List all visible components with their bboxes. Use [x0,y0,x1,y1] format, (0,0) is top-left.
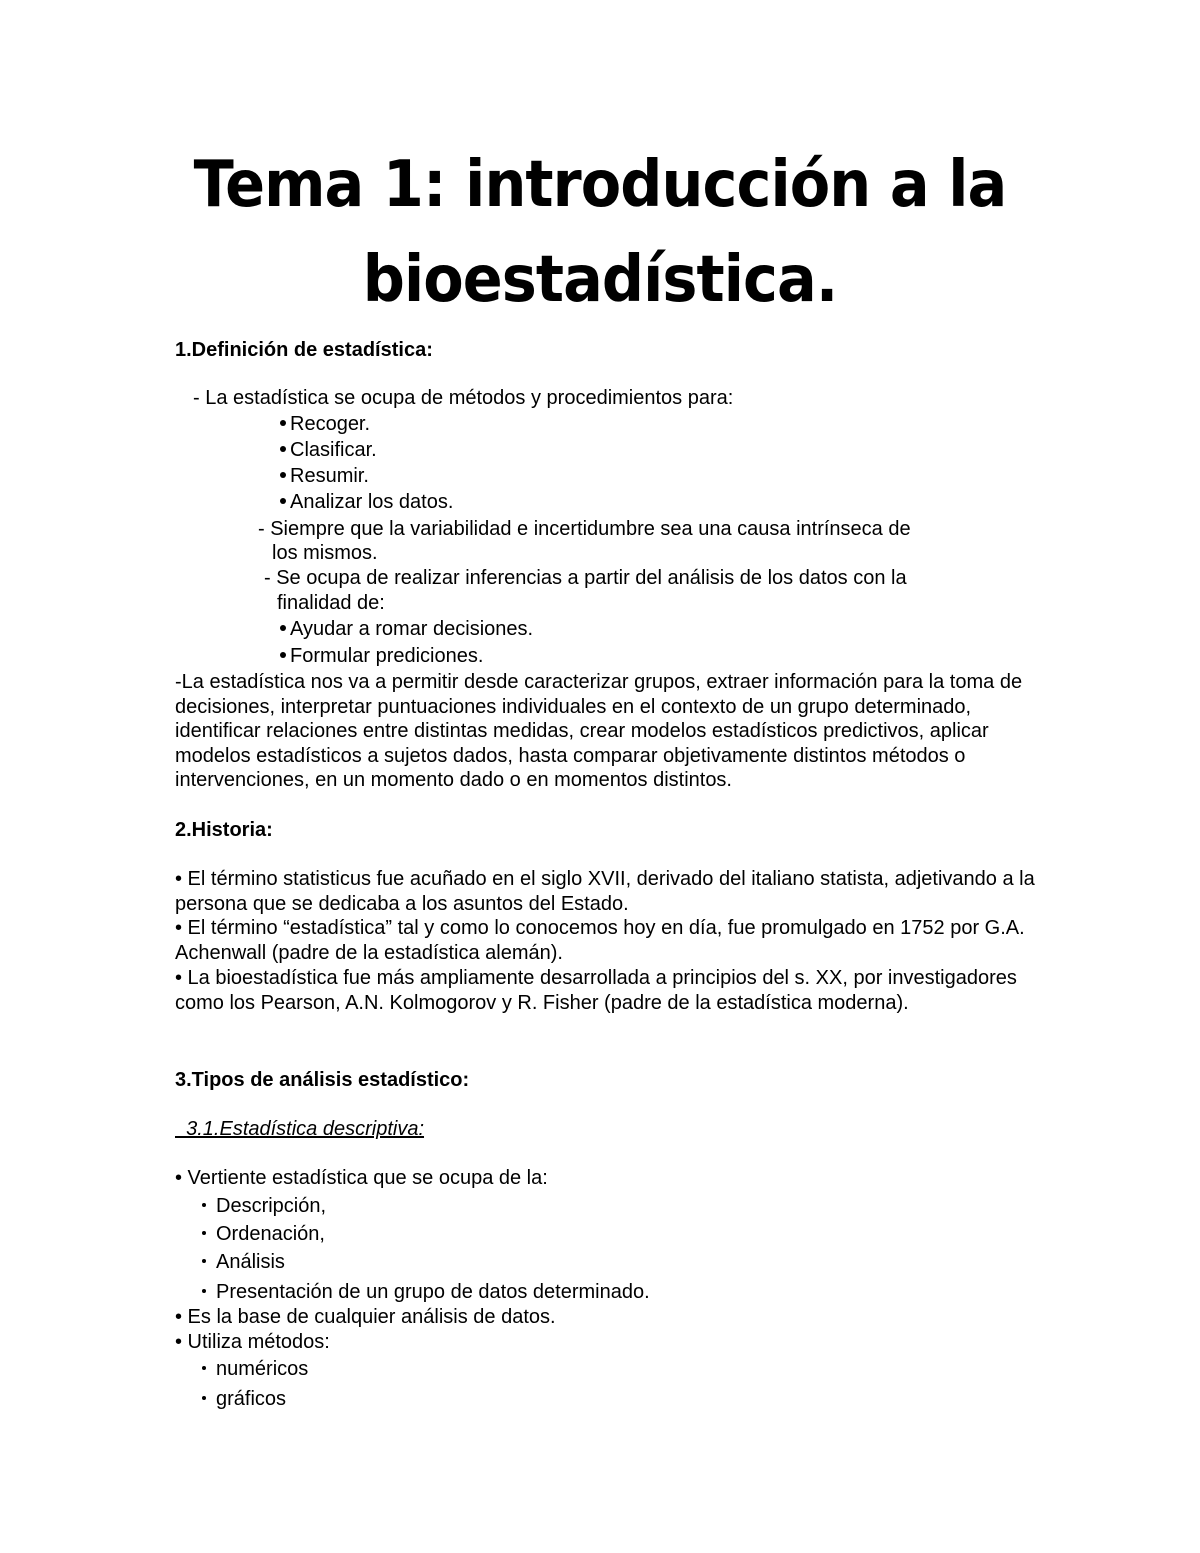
document-title-line-1: Tema 1: introducción a la [193,148,1007,222]
bullet-icon [280,625,286,631]
bullet-icon [202,1366,206,1370]
bullet-icon [202,1396,206,1400]
list-item: Presentación de un grupo de datos determinado. [202,1280,650,1304]
list-item: Ayudar a romar decisiones. [280,617,533,641]
descriptive-item-3: • Utiliza métodos: [175,1331,330,1353]
list-item: gráficos [202,1387,286,1411]
list-item: Recoger. [280,412,370,436]
bullet-icon [280,446,286,452]
history-item-3: • La bioestadística fue más ampliamente desarrollada a principios del s. XX, por investigadores como los Pearson, A.N. Kolmogorov y R. Fisher (padre de la estadística moderna). [175,967,1017,1014]
bullet-icon [280,472,286,478]
section-1-intro: - La estadística se ocupa de métodos y procedimientos para: [193,387,734,409]
bullet-icon [202,1259,206,1263]
section-3-heading: 3.Tipos de análisis estadístico: [175,1069,470,1091]
list-item: Ordenación, [202,1222,325,1246]
bullet-icon [202,1203,206,1207]
list-item: Resumir. [280,464,369,488]
section-2-heading: 2.Historia: [175,819,273,841]
list-item: Clasificar. [280,438,377,462]
bullet-icon [280,498,286,504]
section-1-heading: 1.Definición de estadística: [175,339,433,361]
bullet-icon [280,652,286,658]
list-item: numéricos [202,1357,308,1381]
descriptive-item-2: • Es la base de cualquier análisis de datos. [175,1306,556,1328]
bullet-icon [280,420,286,426]
bullet-icon [202,1289,206,1293]
history-item-1: • El término statisticus fue acuñado en el siglo XVII, derivado del italiano statista, adjetivando a la persona que se dedicaba a los asuntos del Estado. [175,868,1035,915]
list-item: Descripción, [202,1194,326,1218]
descriptive-item-1: • Vertiente estadística que se ocupa de la: [175,1167,548,1189]
section-1-paragraph: -La estadística nos va a permitir desde caracterizar grupos, extraer información para la toma de decisiones, interpretar puntuaciones individuales en el contexto de un grupo determinado, identificar relaciones entre distintas medidas, crear modelos estadísticos predictivos, aplicar modelos estadísticos a sujetos dados, hasta comparar objetivamente distintos métodos o intervenciones, en un momento dado o en momentos distintos. [175,671,1023,792]
subsection-3-1-heading: 3.1.Estadística descriptiva: [175,1118,425,1140]
dash-item-1-line-1: - Siempre que la variabilidad e incertidumbre sea una causa intrínseca de [258,518,911,540]
list-item: Analizar los datos. [280,490,453,514]
document-title-line-2: bioestadística. [362,243,838,317]
list-item: Análisis [202,1250,285,1274]
dash-item-1-line-2: los mismos. [272,542,378,564]
dash-item-2-line-2: finalidad de: [277,592,385,614]
list-item: Formular prediciones. [280,644,483,668]
bullet-icon [202,1231,206,1235]
history-item-2: • El término “estadística” tal y como lo conocemos hoy en día, fue promulgado en 1752 por G.A. Achenwall (padre de la estadística alemán). [175,917,1025,964]
dash-item-2-line-1: - Se ocupa de realizar inferencias a partir del análisis de los datos con la [264,567,907,589]
